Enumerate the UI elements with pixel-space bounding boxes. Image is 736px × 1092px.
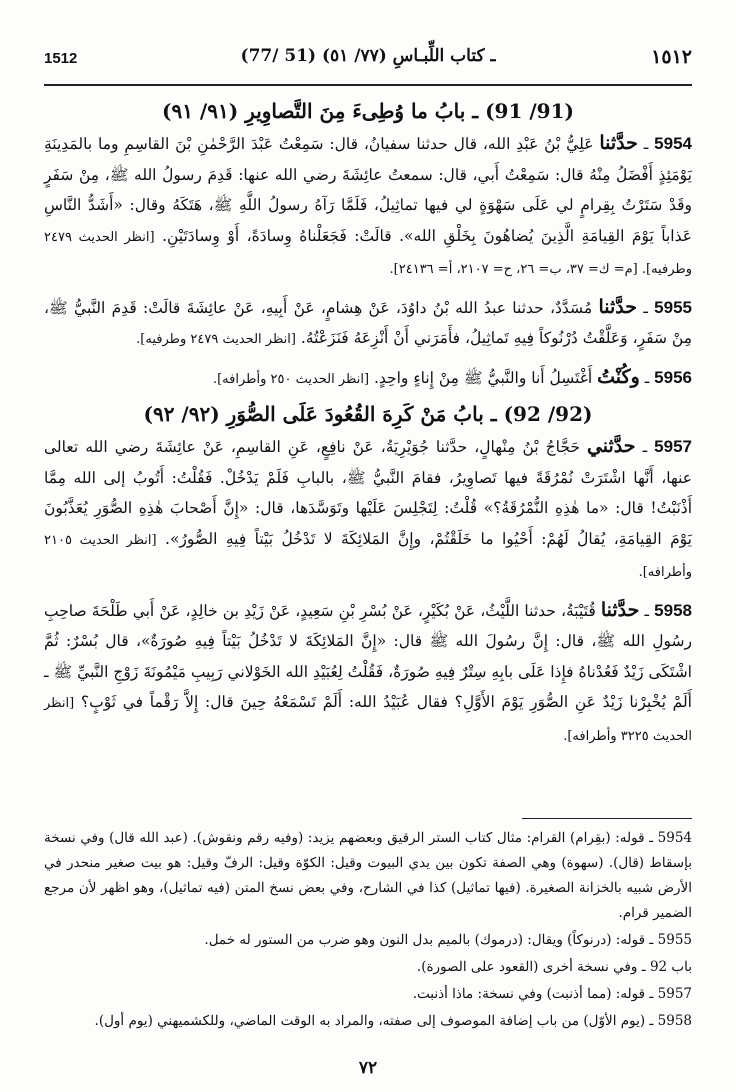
hadith-reference: [انظر الحديث ٢٤٧٩ وطرفيه]. [م= ك= ٣٧، ب= ٢٦، ح= ٢١٠٧، أ= ٢٤١٣٦]. (44, 229, 692, 277)
hadith-text: قُتَيْبَةُ، حدثنا اللَّيْثُ، عَنْ بُكَيْرٍ، عَنْ بُسْرِ بْنِ سَعِيدٍ، عَنْ زَيْدِ بن خالِدٍ، عَنْ أَبي طَلْحَةَ صاحِبِ رسُولِ الله ﷺ، قال: إِنَّ رسُولَ الله ﷺ قال: «إِنَّ المَلائِكَةَ لا تَدْخُلُ بَيْتاً فِيهِ صُورَةٌ»، قال بُسْرٌ: ثُمَّ اشْتَكَى زَيْدٌ فَعُدْناهُ فإِذا عَلَى بابِهِ سِتْرٌ فِيهِ صُورَةٌ، فَقُلْتُ لِعُبَيْدِ الله الخَوْلاني رَبِيبِ مَيْمُونَةَ زَوْجِ النَّبيِّ ﷺ ـ أَلَمْ يُخْبِرْنا زَيْدٌ عَنِ الصُّوَرِ يَوْمَ الأَوَّلِ؟ فقال عُبَيْدُ الله: أَلَمْ تَسْمَعْهُ حِينَ قال: إِلاَّ رَقْماً في ثَوْبٍ؟ (44, 601, 692, 711)
hadith-text: مُسَدَّدٌ، حدثنا عبدُ الله بْنُ داوُدَ، عَنْ هِشامٍ، عَنْ أَبِيهِ، عَنْ عائِشَةَ قالَتْ: قَدِمَ النَّبيُّ ﷺ، مِنْ سَفَرٍ، وَعَلَّقْتُ دُرْنُوكاً فِيهِ تَماثِيلُ، فأَمَرَني أَنْ أَنْزِعَهُ فَنَزَعْتُهُ. (44, 298, 692, 347)
hadith-5957: 5957 ـ حدَّثني حَجَّاجُ بْنُ مِنْهالٍ، حدَّثنا جُوَيْرِيَةُ، عَنْ نافِعٍ، عَنِ القاسِمِ، عَنْ عائِشَةَ رضي الله تعالى عنها، أَنَّها اشْتَرَتْ نُمْرُقَةً فيها تَصاوِيرُ، فقامَ النَّبيُّ ﷺ، بالبابِ فَلَمْ يَدْخُلْ. فَقُلْتُ: أَتُوبُ إلى الله مِمَّا أَذْنَبْتُ! قال: «ما هٰذِهِ النُّمْرُقَةُ؟» قُلْتُ: لِتَجْلِسَ عَلَيْها وتَوَسَّدَها، قال: «إِنَّ أَصْحابَ هٰذِهِ الصُّوَرِ يُعَذَّبُونَ يَوْمَ القِيامَةِ، يُقالُ لَهُمْ: أَحْيُوا ما خَلَقْتُمْ، وإِنَّ المَلائِكَةَ لا تَدْخُلُ بَيْتاً فِيهِ الصُّورُ». [انظر الحديث ٢١٠٥ وأطرافه]. (44, 435, 692, 580)
hadith-number: 5954 (654, 134, 692, 153)
footnote: 5957 ـ قوله: (مما أذنبت) وفي نسخة: ماذا أذنبت. (412, 986, 692, 1002)
footnote: باب 92 ـ وفي نسخة أخرى (القعود على الصورة). (416, 959, 692, 975)
footnotes (44, 826, 692, 1036)
hadith-text: حَجَّاجُ بْنُ مِنْهالٍ، حدَّثنا جُوَيْرِيَةُ، عَنْ نافِعٍ، عَنِ القاسِمِ، عَنْ عائِشَةَ رضي الله تعالى عنها، أَنَّها اشْتَرَتْ نُمْرُقَةً فيها تَصاوِيرُ، فقامَ النَّبيُّ ﷺ، بالبابِ فَلَمْ يَدْخُلْ. فَقُلْتُ: أَتُوبُ إلى الله مِمَّا أَذْنَبْتُ! قال: «ما هٰذِهِ النُّمْرُقَةُ؟» قُلْتُ: لِتَجْلِسَ عَلَيْها وتَوَسَّدَها، قال: «إِنَّ أَصْحابَ هٰذِهِ الصُّوَرِ يُعَذَّبُونَ يَوْمَ القِيامَةِ، يُقالُ لَهُمْ: أَحْيُوا ما خَلَقْتُمْ، وإِنَّ المَلائِكَةَ لا تَدْخُلُ بَيْتاً فِيهِ الصُّورُ». (44, 438, 692, 548)
footnote-rule (522, 818, 692, 819)
hadith-reference: [انظر الحديث ٣٢٢٥ وأطرافه]. (44, 696, 692, 744)
running-title: (77/ 51) ـ كتاب اللِّبـاسِ (٧٧/ ٥١) (240, 46, 496, 66)
page-number-arabic: ١٥١٢ (651, 46, 692, 68)
hadith-5954: 5954 ـ حدَّثنا عَلِيُّ بْنُ عَبْدِ الله، قال حدثنا سفيانُ، قال: سَمِعْتُ عَبْدَ الرَّحْمٰنِ بْنَ القاسِمِ وما بالمَدِينَةِ يَوْمَئِذٍ أَفْضَلُ مِنْهُ قال: سَمِعْتُ أَبي، قال: سمعتُ عائِشَةَ رضي الله عنها: قَدِمَ رسولُ الله ﷺ، مِنْ سَفَرٍ وقَدْ سَتَرْتُ بِقِرامٍ لي عَلَى سَهْوَةٍ لي فيها تماثِيلُ، فَلَمَّا رَآهُ رسولُ اللَّهِ ﷺ، هَتَكَهُ وقال: «أَشَدُّ النَّاسِ عَذاباً يَوْمَ القِيامَةِ الَّذِينَ يُضاهُونَ بِخَلْقِ الله». قالَتْ: فَجَعَلْناهُ وِسادَةً، أَوْ وِسادَتَيْنِ. [انظر الحديث ٢٤٧٩ وطرفيه]. [م= ك= ٣٧، ب= ٢٦، ح= ٢١٠٧، أ= ٢٤١٣٦]. (44, 132, 692, 277)
page-header (44, 44, 692, 78)
hadith-5958: 5958 ـ حدَّثنا قُتَيْبَةُ، حدثنا اللَّيْثُ، عَنْ بُكَيْرٍ، عَنْ بُسْرِ بْنِ سَعِيدٍ، عَنْ زَيْدِ بن خالِدٍ، عَنْ أَبي طَلْحَةَ صاحِبِ رسُولِ الله ﷺ، قال: إِنَّ رسُولَ الله ﷺ قال: «إِنَّ المَلائِكَةَ لا تَدْخُلُ بَيْتاً فِيهِ صُورَةٌ»، قال بُسْرٌ: ثُمَّ اشْتَكَى زَيْدٌ فَعُدْناهُ فإِذا عَلَى بابِهِ سِتْرٌ فِيهِ صُورَةٌ، فَقُلْتُ لِعُبَيْدِ الله الخَوْلاني رَبِيبِ مَيْمُونَةَ زَوْجِ النَّبيِّ ﷺ ـ أَلَمْ يُخْبِرْنا زَيْدٌ عَنِ الصُّوَرِ يَوْمَ الأَوَّلِ؟ فقال عُبَيْدُ الله: أَلَمْ تَسْمَعْهُ حِينَ قال: إِلاَّ رَقْماً في ثَوْبٍ؟ [انظر الحديث ٣٢٢٥ وأطرافه]. (44, 598, 692, 744)
main-text (44, 92, 692, 752)
folio-number: ٧٢ (358, 1058, 378, 1078)
hadith-reference: [انظر الحديث ٢٤٧٩ وطرفيه]. (136, 332, 296, 347)
hadith-lead: حدَّثنا (600, 598, 640, 621)
hadith-number: 5955 (654, 297, 692, 317)
hadith-lead: وكُنْتُ (597, 365, 640, 388)
hadith-5956: 5956 ـ وكُنْتُ أَغْتَسِلُ أَنا والنَّبيُّ ﷺ مِنْ إِناءٍ واحِدٍ. [انظر الحديث ٢٥٠ وأطرافه]. (212, 365, 692, 388)
hadith-5955: 5955 ـ حدَّثنا مُسَدَّدٌ، حدثنا عبدُ الله بْنُ داوُدَ، عَنْ هِشامٍ، عَنْ أَبِيهِ، عَنْ عائِشَةَ قالَتْ: قَدِمَ النَّبيُّ ﷺ، مِنْ سَفَرٍ، وَعَلَّقْتُ دُرْنُوكاً فِيهِ تَماثِيلُ، فأَمَرَني أَنْ أَنْزِعَهُ فَنَزَعْتُهُ. [انظر الحديث ٢٤٧٩ وطرفيه]. (44, 295, 692, 347)
chapter-heading-92: (92/ 92) ـ بابُ مَنْ كَرِهَ القُعُودَ عَلَى الصُّوَرِ (٩٢/ ٩٢) (143, 402, 593, 426)
hadith-reference: [انظر الحديث ٢١٠٥ وأطرافه]. (44, 532, 692, 580)
hadith-number: 5956 (654, 367, 692, 387)
hadith-lead: حدَّثنا (598, 295, 638, 318)
hadith-number: 5958 (654, 600, 692, 620)
footnote: 5954 ـ قوله: (بقِرام) القرام: مثال كتاب الستر الرقيق وبعضهم يزيد: (وفيه رقم ونقوش). (عبد الله قال) وفي نسخة بإسقاط (قال). (سهوة) وهي الصفة تكون بين يدي البيوت وقيل: الكوّة وقيل: الرفّ وقيل: هو بيت صغير منحدر في الأرض شبيه بالخزانة الصغيرة. (فيها تماثيل) كذا في الشارح، وفي بعض نسخ المتن (فيه تماثيل)، وهو اظهر لأن مرجع الضمير قرام. (44, 830, 692, 921)
hadith-reference: [انظر الحديث ٢٥٠ وأطرافه]. (212, 371, 370, 387)
hadith-number: 5957 (654, 437, 692, 456)
page-number-latin: 1512 (44, 50, 78, 67)
hadith-lead: حدَّثني (586, 435, 636, 457)
hadith-lead: حدَّثنا (599, 132, 638, 154)
hadith-text: أَغْتَسِلُ أَنا والنَّبيُّ ﷺ مِنْ إِناءٍ واحِدٍ. (373, 368, 593, 387)
header-rule (44, 84, 692, 86)
chapter-heading-91: (91/ 91) ـ بابُ ما وُطِىءَ مِنَ التَّصاوِيرِ (٩١/ ٩١) (162, 99, 574, 123)
footnote: 5955 ـ قوله: (درنوكاً) ويقال: (درموك) بالميم بدل النون وهو ضرب من الستور له خمل. (204, 932, 692, 948)
footnote: 5958 ـ (يوم الأوّل) من باب إضافة الموصوف إلى صفته، والمراد به الوقت الماضي، وللكشميهني (يوم أول). (94, 1013, 692, 1029)
hadith-text: عَلِيُّ بْنُ عَبْدِ الله، قال حدثنا سفيانُ، قال: سَمِعْتُ عَبْدَ الرَّحْمٰنِ بْنَ القاسِمِ وما بالمَدِينَةِ يَوْمَئِذٍ أَفْضَلُ مِنْهُ قال: سَمِعْتُ أَبي، قال: سمعتُ عائِشَةَ رضي الله عنها: قَدِمَ رسولُ الله ﷺ، مِنْ سَفَرٍ وقَدْ سَتَرْتُ بِقِرامٍ لي عَلَى سَهْوَةٍ لي فيها تماثِيلُ، فَلَمَّا رَآهُ رسولُ اللَّهِ ﷺ، هَتَكَهُ وقال: «أَشَدُّ النَّاسِ عَذاباً يَوْمَ القِيامَةِ الَّذِينَ يُضاهُونَ بِخَلْقِ الله». قالَتْ: فَجَعَلْناهُ وِسادَةً، أَوْ وِسادَتَيْنِ. (44, 135, 692, 245)
